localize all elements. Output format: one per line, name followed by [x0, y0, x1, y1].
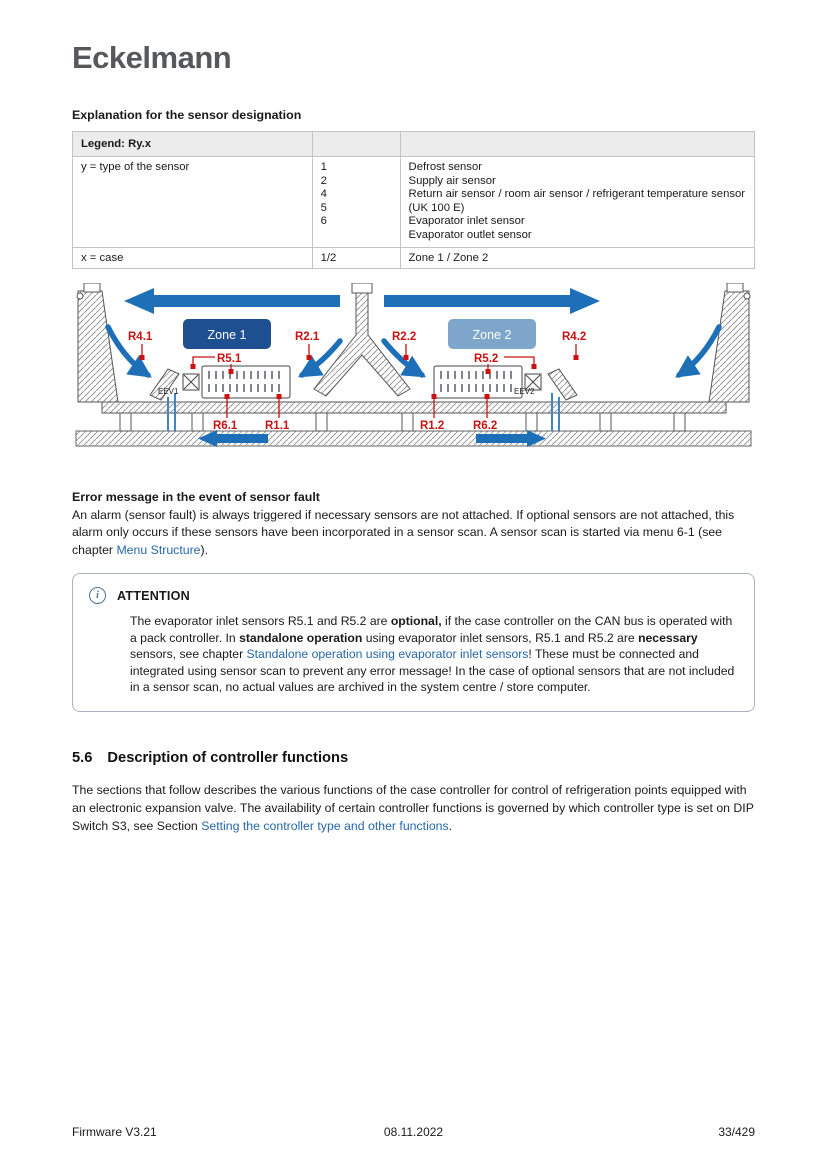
sensor-label-r61: R6.1	[213, 419, 238, 432]
airflow-arrow-top-right	[384, 288, 600, 314]
table-row-sensor-type	[73, 157, 755, 248]
text-segment: necessary	[638, 630, 698, 645]
left-wall	[78, 291, 118, 402]
text-segment: standalone operation	[239, 630, 363, 645]
footer-date: 08.11.2022	[383, 1125, 444, 1139]
chapter-paragraph	[72, 781, 755, 835]
case-base-plate	[102, 402, 726, 413]
attention-title: ATTENTION	[117, 588, 190, 603]
chapter-number: 5.6	[72, 750, 93, 767]
table-cell-x-label: x = case	[73, 247, 313, 268]
eev1-label: EEV1	[158, 386, 179, 396]
text-segment: .	[448, 819, 453, 834]
code-line: 2	[320, 174, 327, 187]
eev2-label: EEV2	[514, 386, 535, 396]
table-cell-empty	[312, 132, 400, 157]
code-line: 1	[320, 161, 327, 173]
table-cell-y-codes	[312, 157, 400, 248]
code-line: 4	[320, 188, 327, 201]
table-cell-y-descriptions	[400, 157, 754, 248]
table-cell-legend: Legend: Ry.x	[73, 132, 313, 157]
link[interactable]: Standalone operation using evaporator inlet sensors	[246, 647, 529, 662]
text-segment: if the case controller on the CAN bus is operated with a pack controller. In	[130, 614, 733, 645]
description-line: Evaporator outlet sensor	[408, 228, 532, 241]
footer-firmware-version: Firmware V3.21	[72, 1125, 157, 1139]
error-message-title: Error message in the event of sensor fault	[72, 489, 320, 504]
evaporator-coil-left	[202, 366, 290, 398]
sensor-label-r11: R1.1	[265, 419, 290, 432]
chapter-heading	[72, 750, 755, 766]
text-segment: ! These must be connected and integrated using sensor scan to prevent any error message! In the case of optional sensors that are not included in a sensor scan, no actual values are archived in the system centre / store computer.	[130, 647, 735, 695]
link[interactable]: Setting the controller type and other functions	[201, 819, 449, 834]
attention-box	[72, 573, 755, 712]
description-line: Supply air sensor	[408, 174, 496, 187]
attention-header	[89, 587, 738, 604]
page-content	[72, 0, 755, 835]
text-segment: ).	[200, 543, 209, 558]
text-segment: The sections that follow describes the various functions of the case controller for control of refrigeration points equipped with an electronic expansion valve. The availability of certain controller functions is governed by which controller type is set on DIP Switch S3, see Section	[72, 783, 754, 834]
text-segment: using evaporator inlet sensors, R5.1 and R5.2 are	[362, 630, 639, 645]
case-cross-section-diagram	[72, 283, 755, 460]
sensor-designation-table	[72, 131, 755, 269]
link[interactable]: Menu Structure	[116, 543, 201, 558]
table-cell-x-code: 1/2	[312, 247, 400, 268]
eckelmann-logo: Eckelmann	[72, 40, 232, 75]
attention-body	[130, 613, 738, 696]
sensor-label-r41: R4.1	[128, 330, 153, 343]
description-line: Return air sensor / room air sensor / refrigerant temperature sensor	[408, 188, 746, 201]
center-post	[352, 283, 372, 293]
code-line: 6	[320, 215, 327, 228]
text-segment: sensors, see chapter	[130, 647, 247, 662]
zone1-label: Zone 1	[207, 327, 247, 342]
sensor-label-r22: R2.2	[392, 330, 417, 343]
airflow-arrow-top-left	[124, 288, 340, 314]
text-segment: optional,	[390, 614, 442, 629]
table-cell-empty	[400, 132, 754, 157]
code-line: 5	[320, 201, 327, 214]
center-divider	[314, 293, 410, 396]
eev-valve-left	[183, 374, 199, 390]
error-message-paragraph	[72, 507, 755, 560]
sensor-label-r62: R6.2	[473, 419, 498, 432]
chapter-title: Description of controller functions	[107, 750, 349, 767]
text-segment: The evaporator inlet sensors R5.1 and R5.2 are	[130, 614, 391, 629]
case-feet	[120, 413, 685, 431]
description-line: (UK 100 E)	[408, 201, 465, 214]
description-line: Defrost sensor	[408, 161, 482, 173]
right-wall	[709, 291, 749, 402]
evaporator-coil-right	[434, 366, 522, 398]
footer-page-number: 33/429	[718, 1125, 756, 1139]
sensor-label-r12: R1.2	[420, 419, 445, 432]
page-footer	[72, 1125, 755, 1139]
description-line: Evaporator inlet sensor	[408, 215, 525, 228]
sensor-label-r51: R5.1	[217, 352, 242, 365]
case-diagram-svg	[72, 283, 755, 455]
sensor-label-r21: R2.1	[295, 330, 320, 343]
ground-strip	[76, 431, 751, 446]
table-header-row	[73, 132, 755, 157]
zone2-label: Zone 2	[472, 327, 512, 342]
info-icon: i	[89, 587, 106, 604]
table-cell-y-label: y = type of the sensor	[73, 157, 313, 248]
table-cell-x-description: Zone 1 / Zone 2	[400, 247, 754, 268]
sensor-label-r42: R4.2	[562, 330, 587, 343]
table-row-case	[73, 247, 755, 268]
sensor-designation-title: Explanation for the sensor designation	[72, 108, 302, 122]
sensor-label-r52: R5.2	[474, 352, 499, 365]
text-segment: An alarm (sensor fault) is always triggered if necessary sensors are not attached. If optional sensors are not attached, this alarm only occurs if these sensors have been incorporated in a sensor scan. A sensor scan is started via menu 6-1 (see chapter	[72, 507, 735, 558]
